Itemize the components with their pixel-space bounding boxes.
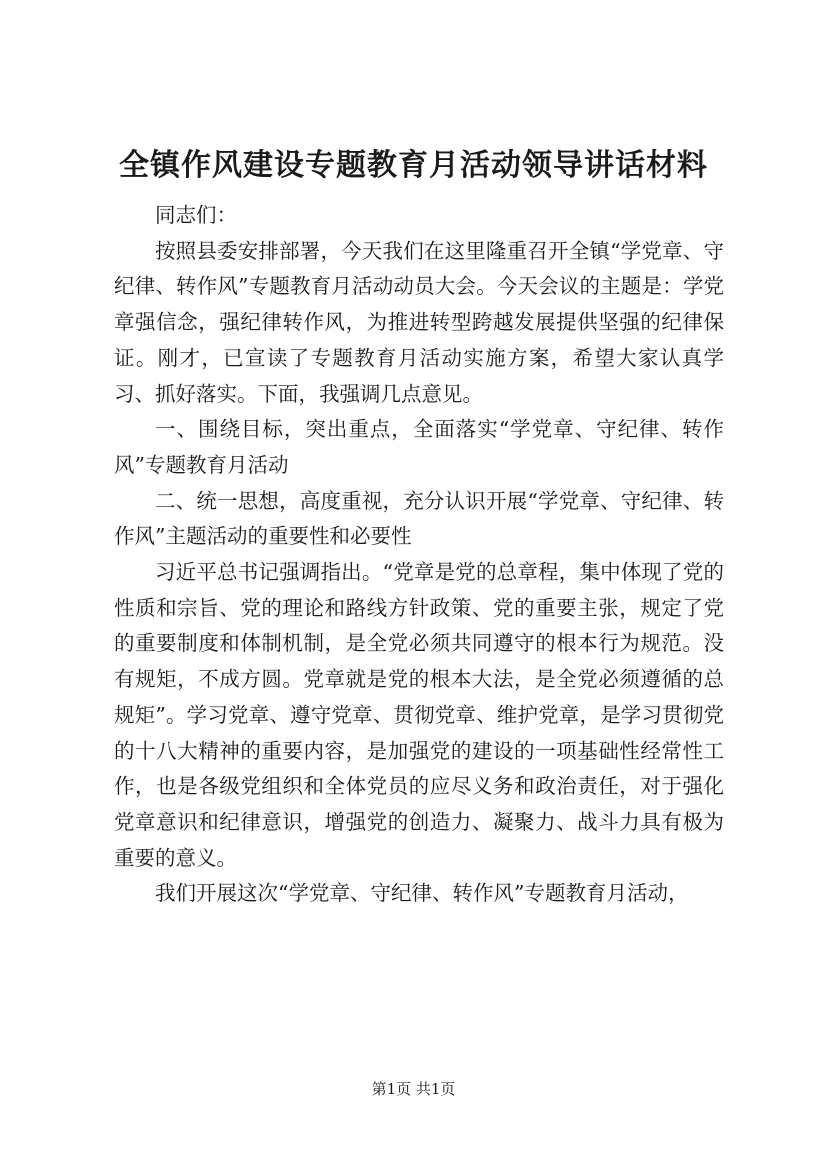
salutation-paragraph: 同志们：: [155, 203, 237, 227]
intro-paragraph: 按照县委安排部署，今天我们在这里隆重召开全镇“学党章、守纪律、转作风”专题教育月活动动员大会。今天会议的主题是：学党章强信念，强纪律转作风，为推进转型跨越发展提供坚强的纪律保证。刚才，已宣读了专题教育月活动实施方案，希望大家认真学习、抓好落实。下面，我强调几点意见。: [114, 238, 724, 406]
quote-paragraph: 习近平总书记强调指出。“党章是党的总章程，集中体现了党的性质和宗旨、党的理论和路线方针政策、党的重要主张，规定了党的重要制度和体制机制，是全党必须共同遵守的根本行为规范。没有规矩，不成方圆。党章就是党的根本大法，是全党必须遵循的总规矩”。学习党章、遵守党章、贯彻党章、维护党章，是学习贯彻党的十八大精神的重要内容，是加强党的建设的一项基础性经常性工作，也是各级党组织和全体党员的应尽义务和政治责任，对于强化党章意识和纪律意识，增强党的创造力、凝聚力、战斗力具有极为重要的意义。: [114, 560, 724, 870]
document-title: 全镇作风建设专题教育月活动领导讲话材料: [119, 148, 708, 183]
section-heading-1: 一、围绕目标，突出重点，全面落实“学党章、守纪律、转作风”专题教育月活动: [114, 417, 724, 477]
document-body: [114, 198, 724, 912]
section-heading-2: 二、统一思想，高度重视，充分认识开展“学党章、守纪律、转作风”主题活动的重要性和必要性: [114, 488, 724, 549]
closing-paragraph: 我们开展这次“学党章、守纪律、转作风”专题教育月活动，: [155, 881, 689, 906]
page-number-footer: 第1页 共1页: [371, 1080, 456, 1098]
